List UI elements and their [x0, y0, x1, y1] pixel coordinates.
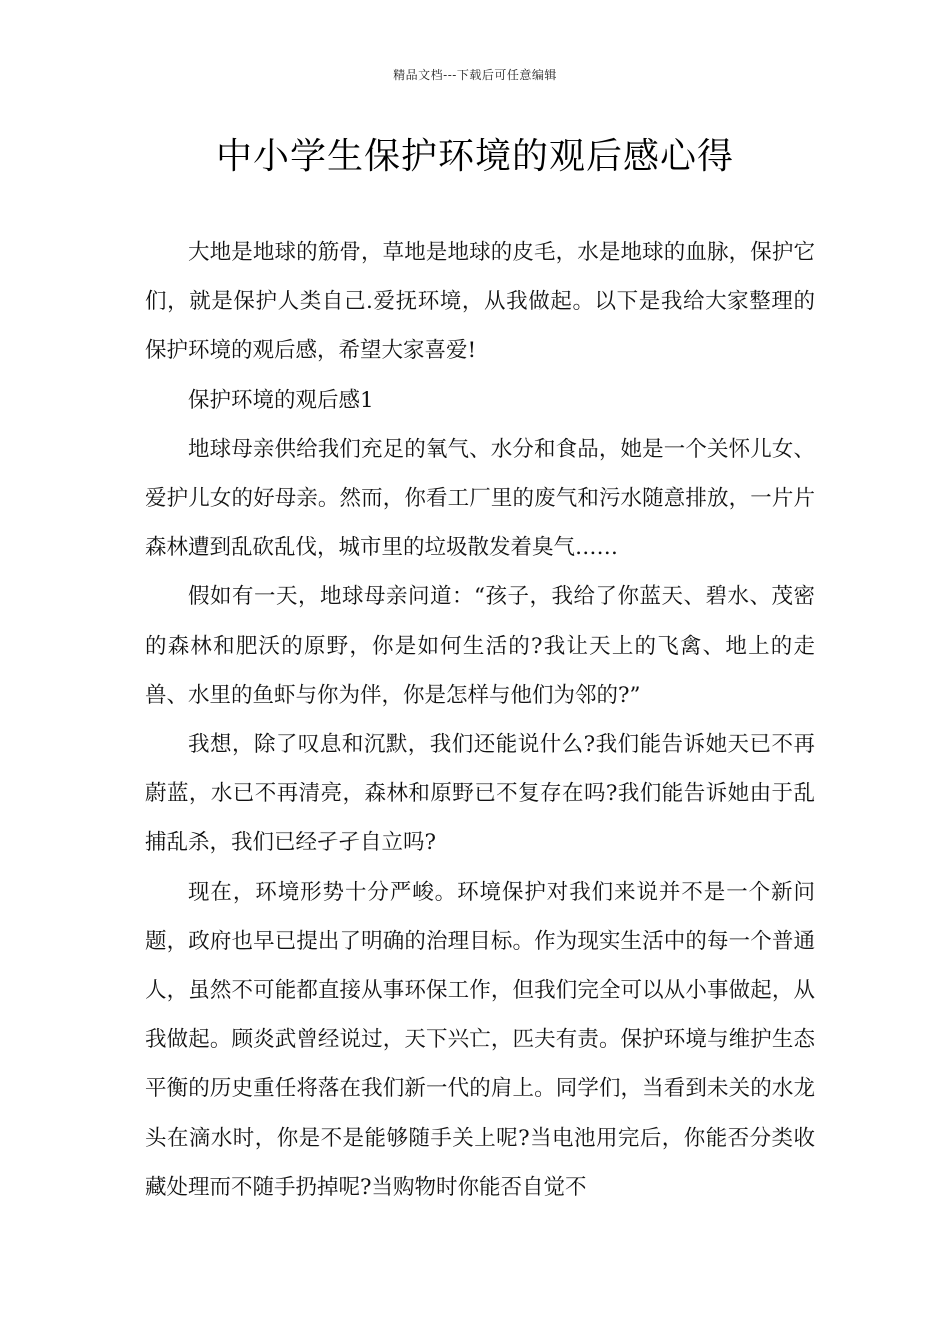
document-title: 中小学生保护环境的观后感心得 — [215, 136, 734, 177]
section-heading: 保护环境的观后感1 — [188, 387, 374, 413]
header-note: 精品文档---下载后可任意编辑 — [393, 68, 557, 82]
paragraph: 我想，除了叹息和沉默，我们还能说什么?我们能告诉她天已不再蔚蓝，水已不再清亮，森林和原野已不复存在吗?我们能告诉她由于乱捕乱杀，我们已经孑孑自立吗? — [145, 732, 815, 856]
document-body — [145, 228, 815, 1212]
paragraph-intro: 大地是地球的筋骨，草地是地球的皮毛，水是地球的血脉，保护它们，就是保护人类自己.爱抚环境，从我做起。以下是我给大家整理的保护环境的观后感，希望大家喜爱! — [145, 240, 815, 364]
paragraph: 假如有一天，地球母亲问道：“孩子，我给了你蓝天、碧水、茂密的森林和肥沃的原野，你是如何生活的?我让天上的飞禽、地上的走兽、水里的鱼虾与你为伴，你是怎样与他们为邻的?” — [145, 584, 815, 708]
paragraph: 地球母亲供给我们充足的氧气、水分和食品，她是一个关怀儿女、爱护儿女的好母亲。然而，你看工厂里的废气和污水随意排放，一片片森林遭到乱砍乱伐，城市里的垃圾散发着臭气…… — [145, 436, 815, 561]
paragraph: 现在，环境形势十分严峻。环境保护对我们来说并不是一个新问题，政府也早已提出了明确的治理目标。作为现实生活中的每一个普通人，虽然不可能都直接从事环保工作，但我们完全可以从小事做起，从我做起。顾炎武曾经说过，天下兴亡，匹夫有责。保护环境与维护生态平衡的历史重任将落在我们新一代的肩上。同学们，当看到未关的水龙头在滴水时，你是不是能够随手关上呢?当电池用完后，你能否分类收藏处理而不随手扔掉呢?当购物时你能否自觉不 — [145, 879, 815, 1200]
